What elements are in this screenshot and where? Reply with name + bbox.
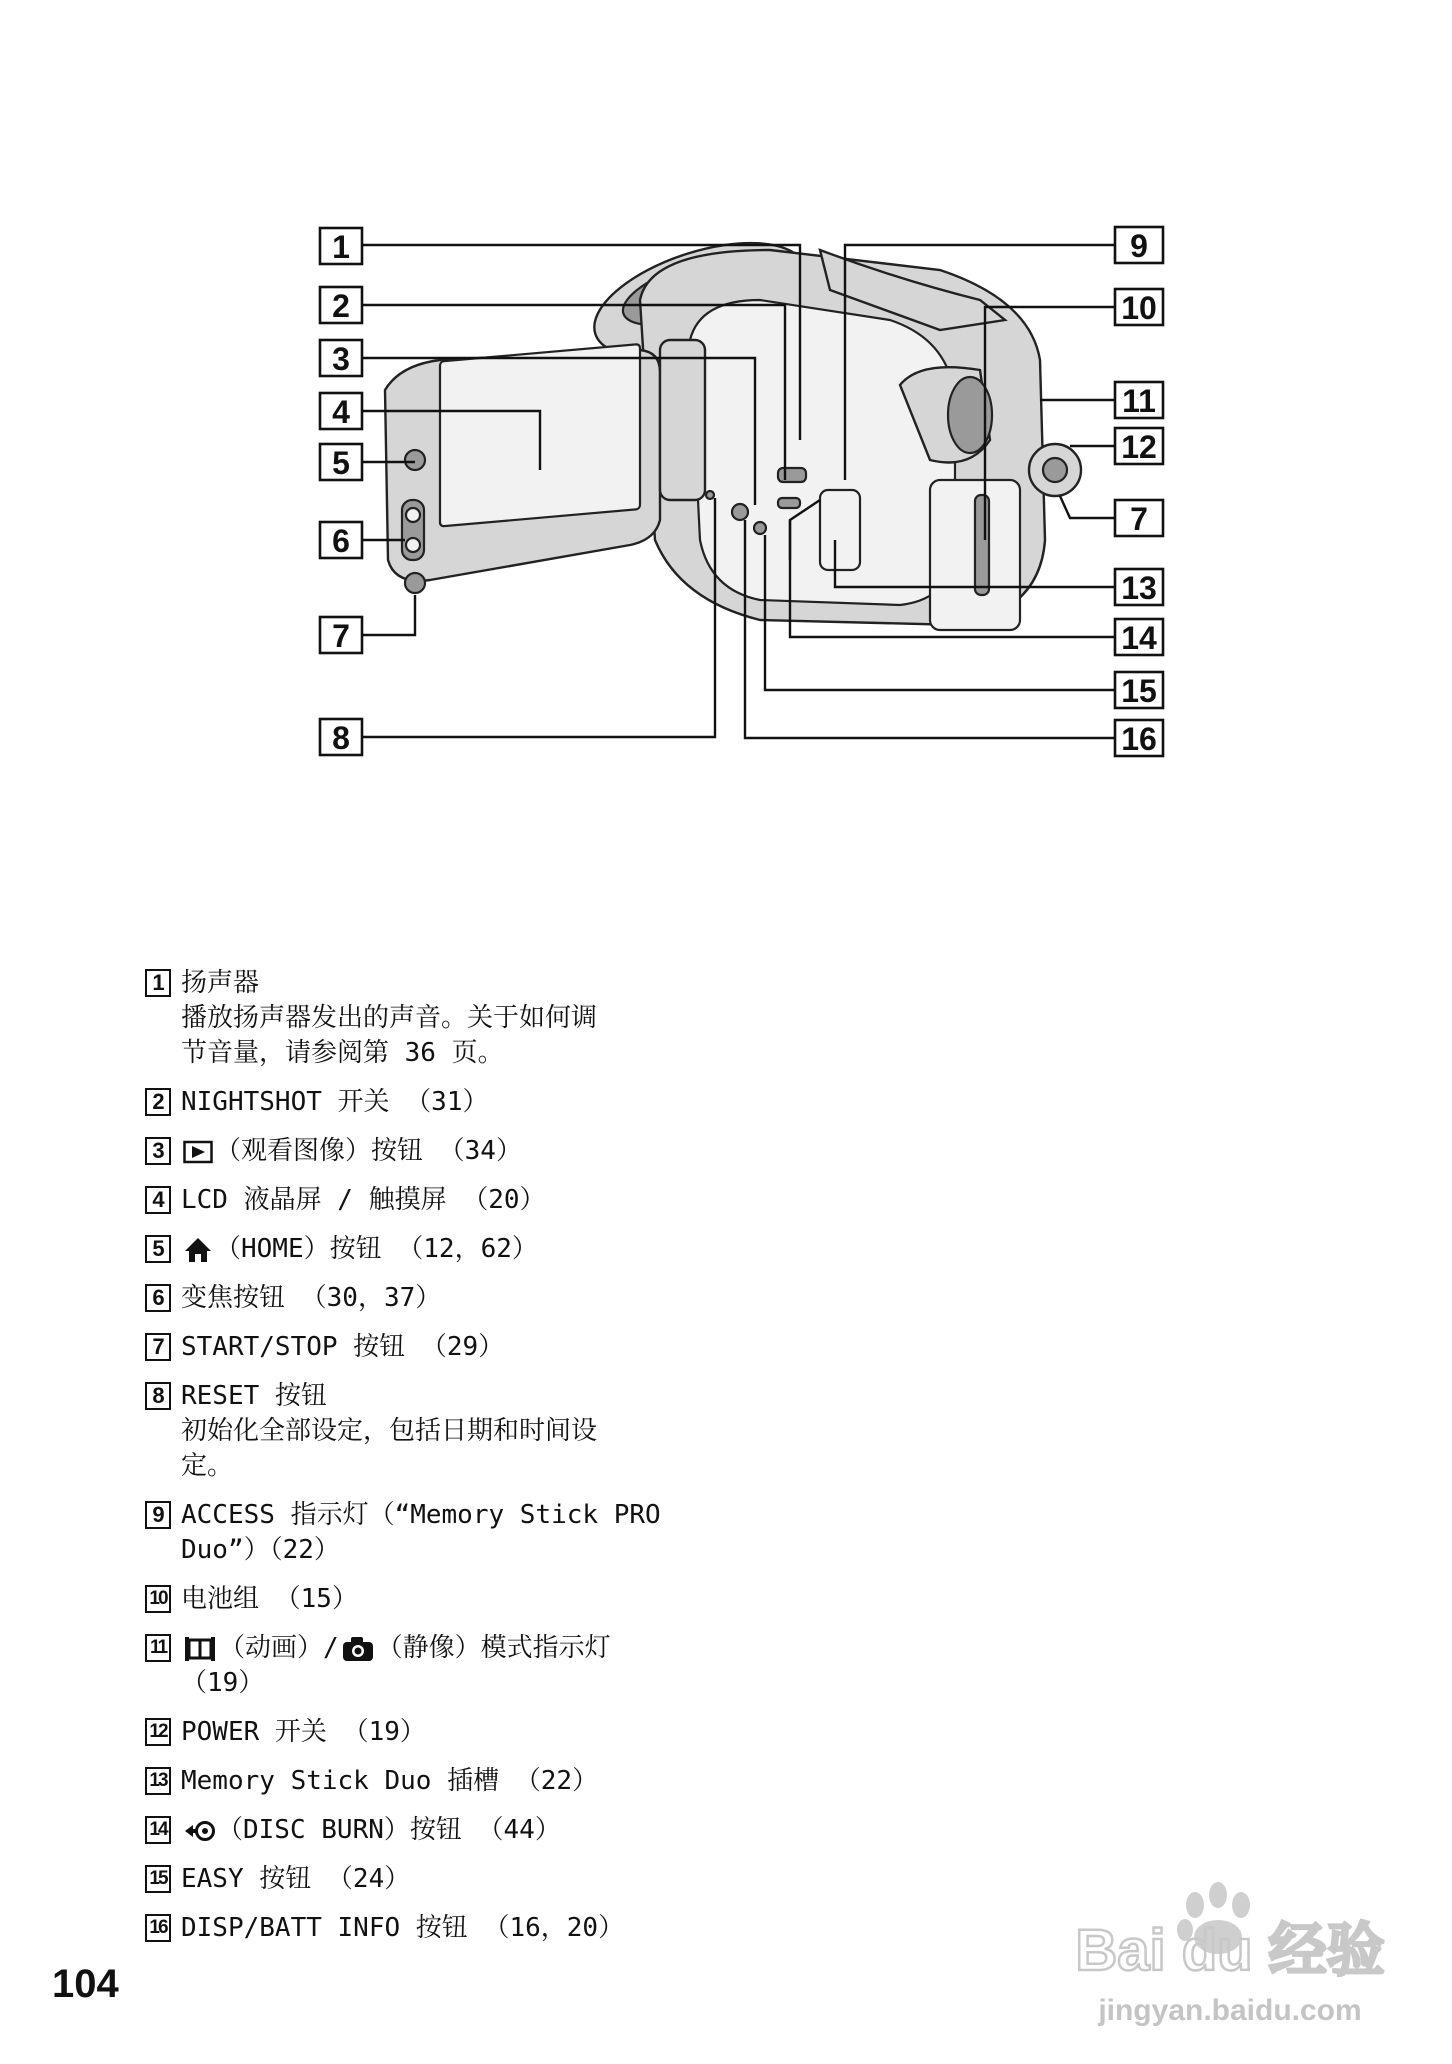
legend-item-7 [145, 1330, 705, 1365]
svg-text:7: 7 [1130, 501, 1148, 537]
item-label: RESET 按钮 [181, 1381, 327, 1411]
item-number: 5 [145, 1235, 171, 1263]
item-label: EASY 按钮 （24） [181, 1864, 411, 1894]
item-desc: （19） [181, 1668, 265, 1698]
callout-14 [1115, 619, 1163, 656]
home-icon [183, 1236, 213, 1264]
legend-item-12 [145, 1715, 705, 1750]
item-label: START/STOP 按钮 （29） [181, 1332, 505, 1362]
legend-item-10 [145, 1582, 705, 1617]
item-label: 变焦按钮 （30，37） [181, 1283, 442, 1313]
legend-item-15 [145, 1862, 705, 1897]
item-number: 6 [145, 1284, 171, 1312]
item-label: Memory Stick Duo 插槽 （22） [181, 1766, 599, 1796]
item-label: （动画）/ [219, 1633, 339, 1663]
callout-2 [320, 287, 362, 324]
item-number: 10 [145, 1585, 171, 1613]
item-number: 13 [145, 1767, 171, 1795]
callout-1 [320, 228, 362, 265]
item-label: DISP/BATT INFO 按钮 （16，20） [181, 1913, 625, 1943]
svg-text:4: 4 [332, 394, 350, 430]
svg-text:11: 11 [1122, 383, 1156, 419]
legend-item-13 [145, 1764, 705, 1799]
item-number: 2 [145, 1088, 171, 1116]
watermark-brand: Bai du 经验 [1075, 1918, 1385, 1983]
camcorder-diagram [0, 0, 1452, 800]
callout-13 [1115, 569, 1163, 606]
item-label: 电池组 （15） [181, 1584, 358, 1614]
item-number: 11 [145, 1634, 171, 1662]
callout-7-left [320, 617, 362, 654]
callout-6 [320, 522, 362, 559]
svg-text:6: 6 [332, 523, 350, 559]
item-desc: 播放扬声器发出的声音。关于如何调 [181, 1003, 598, 1033]
item-number: 3 [145, 1137, 171, 1165]
svg-text:10: 10 [1121, 290, 1157, 326]
svg-text:16: 16 [1121, 721, 1157, 757]
item-label: POWER 开关 （19） [181, 1717, 426, 1747]
callout-7-right [1115, 500, 1163, 537]
legend-item-16 [145, 1911, 705, 1946]
item-number: 8 [145, 1382, 171, 1410]
svg-text:13: 13 [1121, 570, 1157, 606]
legend-item-5 [145, 1232, 705, 1267]
camcorder-illustration [385, 220, 1081, 630]
item-desc: 初始化全部设定，包括日期和时间设 [181, 1416, 598, 1446]
legend-item-3 [145, 1134, 705, 1169]
legend-item-11 [145, 1631, 705, 1701]
legend-item-6 [145, 1281, 705, 1316]
item-label: NIGHTSHOT 开关 （31） [181, 1087, 489, 1117]
callouts-left [320, 228, 362, 756]
svg-text:12: 12 [1121, 429, 1157, 465]
item-number: 4 [145, 1186, 171, 1214]
item-label: ACCESS 指示灯（“Memory Stick PRO [181, 1500, 661, 1530]
item-desc: 节音量，请参阅第 36 页。 [181, 1038, 504, 1068]
callout-10 [1115, 289, 1163, 326]
legend-item-4 [145, 1183, 705, 1218]
callout-9 [1115, 227, 1163, 264]
item-label: LCD 液晶屏 / 触摸屏 （20） [181, 1185, 546, 1215]
svg-text:8: 8 [332, 720, 350, 756]
disc-burn-icon [183, 1818, 215, 1844]
baidu-watermark [1020, 1845, 1440, 2045]
callout-16 [1115, 720, 1163, 757]
legend-item-2 [145, 1085, 705, 1120]
legend-item-1 [145, 966, 705, 1071]
svg-text:14: 14 [1121, 620, 1157, 656]
camera-icon [341, 1635, 375, 1663]
callout-11 [1115, 382, 1163, 419]
callout-8 [320, 719, 362, 756]
callout-5 [320, 444, 362, 481]
legend-item-8 [145, 1379, 705, 1484]
svg-text:9: 9 [1130, 228, 1148, 264]
item-number: 16 [145, 1914, 171, 1942]
parts-legend [145, 966, 705, 1960]
callouts-right [1115, 227, 1163, 757]
item-number: 7 [145, 1333, 171, 1361]
svg-text:3: 3 [332, 341, 350, 377]
item-label: （静像）模式指示灯 [376, 1633, 611, 1663]
item-label: （HOME）按钮 （12，62） [215, 1234, 538, 1264]
item-number: 12 [145, 1718, 171, 1746]
callout-4 [320, 393, 362, 430]
legend-item-14 [145, 1813, 705, 1848]
callout-12 [1115, 428, 1163, 465]
item-number: 14 [145, 1816, 171, 1844]
item-label: （观看图像）按钮 （34） [215, 1136, 522, 1166]
page-number: 104 [52, 1962, 119, 2006]
callout-15 [1115, 672, 1163, 709]
svg-text:15: 15 [1121, 673, 1157, 709]
svg-text:7: 7 [332, 618, 350, 654]
film-icon [183, 1635, 217, 1663]
svg-text:2: 2 [332, 288, 350, 324]
watermark-url: jingyan.baidu.com [1098, 1994, 1362, 2027]
item-number: 9 [145, 1501, 171, 1529]
item-label: 扬声器 [181, 968, 260, 998]
callout-3 [320, 340, 362, 377]
legend-item-9 [145, 1498, 705, 1568]
svg-text:1: 1 [332, 229, 350, 265]
item-label: （DISC BURN）按钮 （44） [217, 1815, 561, 1845]
item-desc: Duo”）（22） [181, 1535, 340, 1565]
play-icon [183, 1140, 213, 1164]
svg-text:5: 5 [332, 445, 350, 481]
item-number: 15 [145, 1865, 171, 1893]
item-desc: 定。 [181, 1451, 234, 1481]
item-number: 1 [145, 969, 171, 997]
